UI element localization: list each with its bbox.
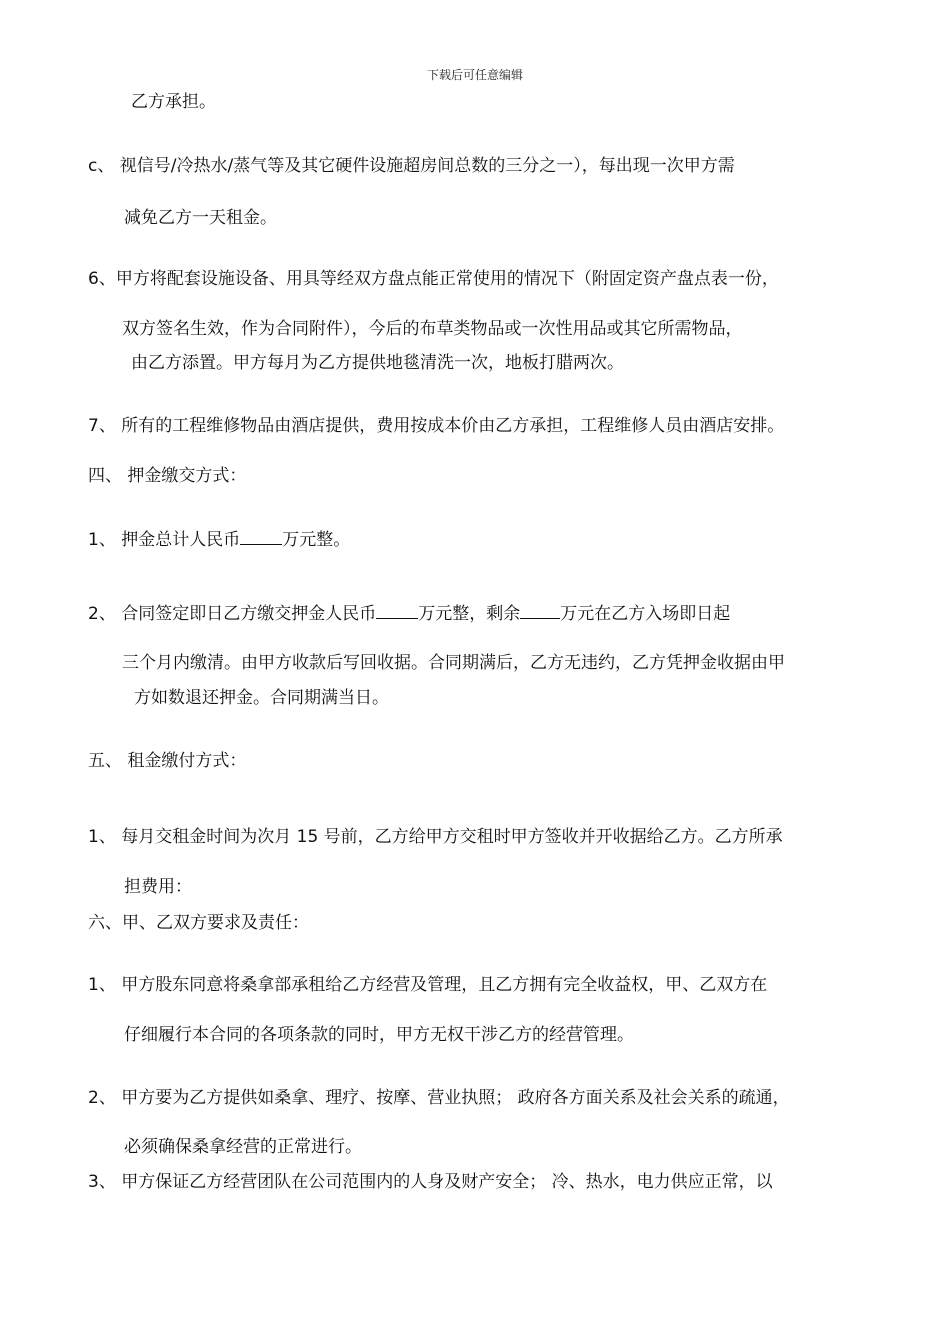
blank-underline — [376, 602, 418, 619]
text-line: 双方签名生效，作为合同附件），今后的布草类物品或一次性用品或其它所需物品， — [122, 319, 743, 339]
clause-6-2: 2、 甲方要为乙方提供如桑拿、理疗、按摩、营业执照； 政府各方面关系及社会关系的疏通， — [88, 1088, 790, 1108]
blank-underline — [240, 528, 282, 545]
clause-5-1: 1、 每月交租金时间为次月 15 号前，乙方给甲方交租时甲方签收并开收据给乙方。乙方所承 — [88, 827, 783, 847]
page-header: 下载后可任意编辑 — [426, 68, 523, 82]
text-line: 仔细履行本合同的各项条款的同时，甲方无权干涉乙方的经营管理。 — [124, 1025, 634, 1045]
clause-6-1: 1、 甲方股东同意将桑拿部承租给乙方经营及管理，且乙方拥有完全收益权，甲、乙双方在 — [88, 975, 768, 995]
text-segment: 万元在乙方入场即日起 — [560, 604, 731, 624]
clause-6-3: 3、 甲方保证乙方经营团队在公司范围内的人身及财产安全； 冷、热水，电力供应正常，以 — [88, 1172, 773, 1192]
text-segment: 1、 押金总计人民币 — [88, 530, 241, 550]
text-line: 三个月内缴清。由甲方收款后写回收据。合同期满后，乙方无违约，乙方凭押金收据由甲 — [122, 653, 785, 673]
clause-4-1 — [88, 528, 350, 551]
section-heading-4: 四、 押金缴交方式： — [88, 466, 247, 486]
text-segment: 万元整。 — [282, 530, 351, 550]
clause-6: 6、甲方将配套设施设备、用具等经双方盘点能正常使用的情况下（附固定资产盘点表一份， — [88, 269, 779, 289]
blank-underline — [520, 602, 560, 619]
clause-7: 7、 所有的工程维修物品由酒店提供，费用按成本价由乙方承担，工程维修人员由酒店安排。 — [88, 416, 785, 436]
section-heading-5: 五、 租金缴付方式： — [88, 751, 247, 771]
text-line: 方如数退还押金。合同期满当日。 — [134, 688, 389, 708]
section-heading-6: 六、甲、乙双方要求及责任： — [88, 913, 309, 933]
text-line: 减免乙方一天租金。 — [124, 208, 277, 228]
text-segment: 2、 合同签定即日乙方缴交押金人民币 — [88, 604, 377, 624]
clause-c: c、 视信号/冷热水/蒸气等及其它硬件设施超房间总数的三分之一），每出现一次甲方需 — [88, 156, 735, 176]
clause-4-2 — [88, 602, 730, 625]
text-line: 乙方承担。 — [131, 92, 216, 112]
text-line: 由乙方添置。甲方每月为乙方提供地毯清洗一次，地板打腊两次。 — [131, 353, 624, 373]
text-line: 必须确保桑拿经营的正常进行。 — [124, 1137, 362, 1157]
text-line: 担费用： — [124, 877, 192, 897]
text-segment: 万元整，剩余 — [418, 604, 521, 624]
